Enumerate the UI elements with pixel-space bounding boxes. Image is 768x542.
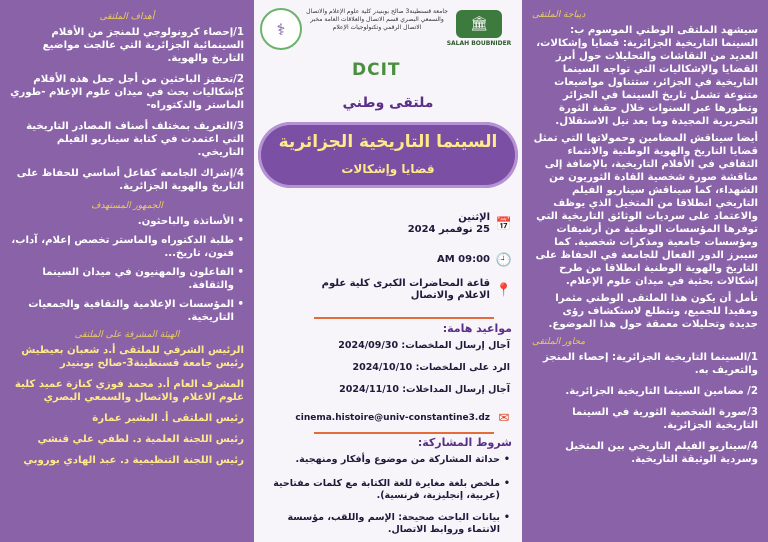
email-row xyxy=(295,410,512,426)
board-list xyxy=(10,344,244,467)
deadline-item: آجال إرسال المداخلات: 2024/11/10 xyxy=(339,384,510,395)
time-row xyxy=(437,252,512,268)
date-label: 25 نوفمبر 2024 xyxy=(407,224,490,235)
middle-panel xyxy=(254,0,522,542)
audience-title: الجمهور المستهدف xyxy=(91,201,163,211)
date-block xyxy=(408,212,490,236)
board-item: المشرف العام أ.د محمد فوزي كنازة عميد كلية علوم الاعلام والاتصال والسمعي البصري xyxy=(14,379,244,403)
university-seal xyxy=(444,10,514,47)
time-label: 09:00 AM xyxy=(436,254,490,265)
university-building-icon: 🏛 xyxy=(456,10,502,38)
intro-paragraph: أيضا سيناقش المضامين وحمولاتها التي تمثل قضايا التاريخ والهوية الوطنية والانتماء الثقافي في الأفلام التاريخية، بالإضافة إلى مناقشة صورة شخصية القادة الثوريون من الشهداء، كما سيناقش سيناريو الفيلم التاريخي انطلاقا من المتخيل الذي يوظف والاعتماد على سرديات الوثائق التاريخية التي توفرها المؤسسات الوطنية من أرشيفات ومؤسسات جامعية ومذكرات شخصية. كما سيبرز الدور الفعال للجامعة في الحفاظ على التاريخ والهوية الوطنية انطلاقا من طرح إشكالات بحثية في ميدان علوم الإعلام. xyxy=(533,133,758,287)
location-pin-icon: 📍 xyxy=(495,282,513,298)
lab-logo-icon: ⚕ xyxy=(260,8,302,50)
deadline-item: آجال إرسال الملخصات: 2024/09/30 xyxy=(338,340,510,351)
axes-title: محاور الملتقى xyxy=(532,337,586,347)
conditions-title: شروط المشاركة: xyxy=(417,436,512,449)
mail-icon: ✉ xyxy=(498,410,510,426)
national-label: ملتقى وطني xyxy=(342,95,434,111)
day-label: الإثنين xyxy=(458,212,490,223)
board-item: رئيس اللجنة العلمية د. لطفي علي قنشي xyxy=(37,434,244,445)
axis-item: 1/السينما التاريخية الجزائرية: إحصاء المنجز والتعريف به. xyxy=(543,352,758,376)
axis-item: 3/صورة الشخصية الثورية في السينما التاريخية الجزائرية. xyxy=(572,407,758,431)
title-banner xyxy=(258,122,518,188)
venue-label: قاعة المحاضرات الكبرى كلية علوم الاعلام والاتصال xyxy=(321,278,490,301)
deadlines-title: مواعيد هامة: xyxy=(442,322,512,335)
goals-list xyxy=(10,26,244,193)
board-item: رئيس الملتقى أ. البشير عمارة xyxy=(92,413,244,424)
condition-item: • بيانات الباحث صحيحة: الإسم واللقب، مؤسسة الانتماء وروابط الاتصال. xyxy=(260,512,510,536)
condition-item: • حداثة المشاركة من موضوع وأفكار ومنهجية. xyxy=(260,454,510,466)
condition-item: • ملخص بلغة مغايرة للغة الكتابة مع كلمات مفتاحية (عربية، إنجليزية، فرنسية). xyxy=(260,478,510,502)
board-item: الرئيس الشرفي للملتقى أ.د شعبان بعيطيش رئيس جامعة قسنطينة3-صالح بوبنيدر xyxy=(21,345,244,369)
audience-item: • الأساتذة والباحثون. xyxy=(10,215,244,228)
header-logos xyxy=(254,6,522,86)
goals-title: أهداف الملتقى xyxy=(99,12,155,22)
divider xyxy=(314,432,494,434)
deadline-item: الرد على الملخصات: 2024/10/10 xyxy=(352,362,510,373)
seal-name: SALAH BOUBNIDER xyxy=(446,40,512,47)
goal-item: 3/التعريف بمختلف أصناف المصادر التاريخية التي اعتمدت في كتابة سيناريو الفيلم التاريخي. xyxy=(26,121,244,158)
university-text: جامعة قسنطينة3 صالح بوبنيدر كلية علوم الإعلام والاتصال والسمعي البصري قسم الاتصال والعلاقات العامة مخبر الاتصال الرقمي وتكنولوجيات الإعلام xyxy=(306,8,448,31)
axes-list xyxy=(532,351,758,466)
audience-list xyxy=(10,215,244,324)
board-item: رئيس اللجنة التنظيمية د. عبد الهادي بوروبي xyxy=(23,455,244,466)
axis-item: 4/سيناريو الفيلم التاريخي بين المتخيل وسردية الوثيقة التاريخية. xyxy=(565,441,758,465)
calendar-icon: 📅 xyxy=(495,216,513,232)
conference-subtitle: قضايا وإشكالات xyxy=(341,162,435,176)
audience-item: • المؤسسات الإعلامية والثقافية والجمعيات التاريخية. xyxy=(10,298,244,324)
intro-title: ديباجة الملتقى xyxy=(532,10,586,20)
date-row xyxy=(408,212,512,236)
intro-paragraph: نأمل أن يكون هذا الملتقى الوطني مثمرا ومفيدا للجميع، ونتطلع لاستكشاف رؤى جديدة وتحليلات معمقة حول هذا الموضوع. xyxy=(548,293,758,330)
goal-item: 2/تحفيز الباحثين من أجل جعل هذه الأفلام كإشكاليات بحث في ميدان علوم الإعلام -طوري الماستر والدكتوراه- xyxy=(10,74,244,111)
intro-text xyxy=(532,24,758,331)
right-panel xyxy=(522,0,768,542)
dcit-logo: DCIT xyxy=(352,60,401,80)
venue-row xyxy=(312,278,512,302)
divider xyxy=(314,317,494,319)
audience-item: • الفاعلون والمهنيون في ميدان السينما والثقافة. xyxy=(10,266,244,292)
goal-item: 1/إحصاء كرونولوجي للمنجز من الأفلام السينمائية الجزائرية التي عالجت مواضيع التاريخ والهوية. xyxy=(42,27,244,64)
board-title: الهيئة المشرفة على الملتقى xyxy=(74,330,180,340)
email-label: cinema.histoire@univ-constantine3.dz xyxy=(295,413,490,423)
audience-item: • طلبة الدكتوراه والماستر تخصص إعلام، آداب، فنون، تاريخ... xyxy=(10,234,244,260)
left-panel xyxy=(0,0,254,542)
clock-icon: 🕘 xyxy=(495,252,513,268)
axis-item: 2/ مضامين السينما التاريخية الجزائرية. xyxy=(565,386,758,397)
intro-paragraph: سيشهد الملتقى الوطني الموسوم ب: السينما التاريخية الجزائرية: قضايا وإشكالات، العديد من النقاشات والتحليلات حول أبرز القضايا والإشكاليات التي تواجه السينما التاريخية في الجزائر، ستتناول مواضيعات متنوعة تشمل تاريخ السينما في الجزائر وتطورها عبر السنوات خلال حقبة الثورة التحريرية المجيدة وما بعد نيل الاستقلال. xyxy=(536,25,758,127)
conference-title: السينما التاريخية الجزائرية xyxy=(278,132,498,152)
goal-item: 4/إشراك الجامعة كفاعل أساسي للحفاظ على التاريخ والهوية الجزائرية. xyxy=(16,168,244,192)
